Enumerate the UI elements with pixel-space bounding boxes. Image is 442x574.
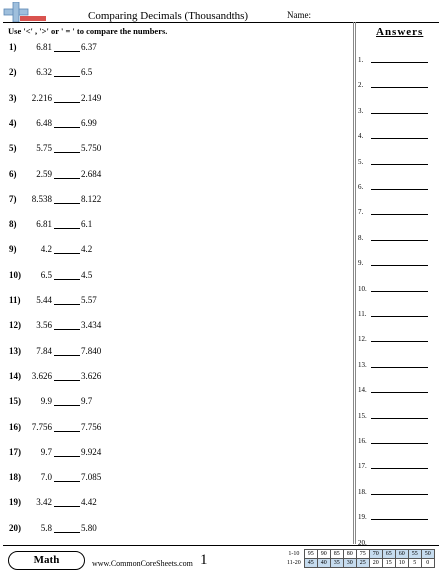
comparison-blank[interactable] [54, 279, 80, 280]
problem-number: 7) [9, 193, 17, 204]
comparison-blank[interactable] [54, 329, 80, 330]
score-row [285, 550, 434, 559]
answer-row [358, 460, 432, 472]
answer-row [358, 511, 432, 523]
problem-number: 6) [9, 168, 17, 179]
comparison-blank[interactable] [54, 481, 80, 482]
answer-line[interactable] [371, 62, 428, 63]
problem-number: 14) [9, 370, 21, 381]
comparison-blank[interactable] [54, 355, 80, 356]
answer-row [358, 435, 432, 447]
right-number: 7.085 [81, 472, 102, 483]
answer-line[interactable] [371, 189, 428, 190]
right-number: 5.57 [81, 295, 97, 305]
answer-row [358, 308, 432, 320]
answer-number: 6. [358, 183, 364, 191]
answer-line[interactable] [371, 316, 428, 317]
problem-number: 4) [9, 117, 17, 128]
left-number: 6.81 [36, 219, 52, 230]
score-cell: 20 [369, 559, 382, 568]
score-range-label: 11-20 [287, 560, 301, 566]
comparison-blank[interactable] [54, 380, 80, 381]
problem-number: 9) [9, 244, 17, 255]
comparison-blank[interactable] [54, 456, 80, 457]
score-cell: 80 [343, 550, 356, 559]
right-number: 5.750 [81, 143, 102, 154]
answer-row [358, 79, 432, 91]
score-cell: 75 [356, 550, 369, 559]
answer-line[interactable] [371, 494, 428, 495]
answer-number: 7. [358, 208, 364, 217]
answer-row [358, 410, 432, 422]
answer-number: 15. [358, 411, 367, 420]
answer-number: 18. [358, 487, 367, 496]
answer-row [358, 384, 432, 396]
comparison-blank[interactable] [54, 51, 80, 52]
left-number: 9.7 [40, 446, 52, 457]
answer-row [358, 257, 432, 269]
problem-number: 18) [9, 472, 21, 483]
answer-row [358, 130, 432, 142]
answer-number: 8. [358, 233, 364, 242]
right-number: 3.434 [81, 320, 102, 331]
left-number: 5.44 [36, 295, 52, 305]
comparison-blank[interactable] [54, 532, 80, 533]
answer-line[interactable] [371, 113, 428, 114]
answer-row [358, 486, 432, 498]
left-number: 6.48 [36, 117, 52, 128]
site-url: www.CommonCoreSheets.com [92, 559, 193, 568]
left-number: 2.59 [36, 168, 52, 179]
answer-line[interactable] [371, 418, 428, 419]
problem-number: 16) [9, 421, 21, 432]
answer-number: 4. [358, 132, 364, 141]
answer-number: 17. [358, 462, 367, 471]
left-number: 2.216 [31, 92, 52, 103]
answer-row [358, 537, 432, 549]
answer-number: 3. [358, 106, 364, 115]
answer-line[interactable] [371, 87, 428, 88]
answer-number: 9. [358, 259, 364, 268]
answer-row [358, 206, 432, 218]
answer-row [358, 283, 432, 295]
answer-line[interactable] [371, 240, 428, 241]
score-cell: 30 [343, 559, 356, 568]
problem-number: 11) [9, 295, 21, 305]
answer-row [358, 54, 432, 66]
score-cell: 85 [330, 550, 343, 559]
answer-number: 16. [358, 437, 367, 445]
footer-divider [3, 545, 439, 546]
right-number: 6.99 [81, 117, 97, 128]
comparison-blank[interactable] [54, 431, 80, 432]
score-cell: 55 [408, 550, 421, 559]
right-number: 7.840 [81, 345, 102, 356]
answer-number: 11. [358, 310, 367, 318]
comparison-blank[interactable] [54, 203, 80, 204]
right-number: 4.5 [81, 269, 93, 280]
score-cell: 95 [304, 550, 317, 559]
right-number: 9.7 [81, 396, 93, 407]
answer-line[interactable] [371, 164, 428, 165]
problem-number: 3) [9, 92, 17, 103]
instructions: Use '<' , '>' or ' = ' to compare the numbers. [8, 26, 168, 36]
answer-line[interactable] [371, 214, 428, 215]
answer-number: 19. [358, 513, 367, 522]
right-number: 6.1 [81, 219, 93, 230]
answer-number: 2. [358, 81, 364, 90]
right-number: 6.5 [81, 67, 93, 78]
right-number: 4.42 [81, 497, 97, 508]
page-number: 1 [200, 552, 208, 568]
answer-line[interactable] [371, 443, 428, 444]
answers-heading: Answers [376, 26, 424, 38]
answer-row [358, 333, 432, 345]
problem-number: 2) [9, 67, 17, 78]
comparison-blank[interactable] [54, 152, 80, 153]
score-cell: 40 [317, 559, 330, 568]
right-number: 2.149 [81, 92, 102, 103]
score-cell: 5 [408, 559, 421, 568]
left-number: 8.538 [31, 193, 52, 204]
score-cell: 0 [421, 559, 434, 568]
right-number: 5.80 [81, 522, 97, 533]
right-number: 7.756 [81, 421, 102, 432]
left-number: 7.0 [40, 472, 52, 483]
right-number: 2.684 [81, 168, 102, 179]
answer-row [358, 232, 432, 244]
answer-line[interactable] [371, 468, 428, 469]
left-number: 5.75 [36, 143, 52, 154]
answer-line[interactable] [371, 519, 428, 520]
comparison-blank[interactable] [54, 178, 80, 179]
problem-number: 20) [9, 522, 21, 533]
score-cell: 45 [304, 559, 317, 568]
right-number: 6.37 [81, 42, 97, 52]
problem-number: 19) [9, 497, 21, 508]
right-number: 3.626 [81, 370, 102, 381]
answer-number: 14. [358, 386, 367, 395]
score-cell: 70 [369, 550, 382, 559]
right-number: 8.122 [81, 193, 102, 204]
problem-number: 13) [9, 345, 21, 356]
answer-number: 5. [358, 157, 364, 166]
score-cell: 90 [317, 550, 330, 559]
score-row [285, 559, 434, 568]
answer-line[interactable] [371, 138, 428, 139]
answer-line[interactable] [371, 392, 428, 393]
left-number: 7.84 [36, 345, 52, 356]
answer-number: 10. [358, 284, 367, 293]
score-cell: 10 [395, 559, 408, 568]
comparison-blank[interactable] [54, 506, 80, 507]
left-number: 9.9 [40, 396, 52, 407]
comparison-blank[interactable] [54, 102, 80, 103]
score-cell: 60 [395, 550, 408, 559]
comparison-blank[interactable] [54, 304, 80, 305]
score-cell: 35 [330, 559, 343, 568]
answer-line[interactable] [371, 265, 428, 266]
score-cell: 15 [382, 559, 395, 568]
left-number: 3.626 [31, 370, 52, 381]
left-number: 6.5 [40, 269, 52, 280]
worksheet-title: Comparing Decimals (Thousandths) [88, 10, 249, 22]
left-number: 4.2 [40, 244, 52, 255]
left-number: 6.32 [36, 67, 52, 78]
answer-line[interactable] [371, 341, 428, 342]
score-cell: 25 [356, 559, 369, 568]
subject-badge: Math [8, 551, 85, 570]
comparison-blank[interactable] [54, 228, 80, 229]
comparison-blank[interactable] [54, 405, 80, 406]
answer-row [358, 359, 432, 371]
problem-number: 5) [9, 143, 17, 154]
answer-row [358, 105, 432, 117]
answer-number: 12. [358, 335, 367, 344]
answer-number: 20. [358, 538, 367, 547]
comparison-blank[interactable] [54, 76, 80, 77]
score-cell: 50 [421, 550, 434, 559]
answer-line[interactable] [371, 291, 428, 292]
score-cell: 65 [382, 550, 395, 559]
problem-number: 15) [9, 396, 21, 407]
left-number: 3.56 [36, 320, 52, 331]
score-table [285, 549, 435, 568]
comparison-blank[interactable] [54, 127, 80, 128]
left-number: 5.8 [40, 522, 52, 533]
answer-number: 1. [358, 56, 364, 64]
left-number: 6.81 [36, 42, 52, 52]
score-range-label: 1-10 [288, 551, 300, 557]
answer-line[interactable] [371, 367, 428, 368]
answer-row [358, 156, 432, 168]
right-number: 9.924 [81, 446, 102, 457]
left-number: 7.756 [31, 421, 52, 432]
problem-number: 17) [9, 446, 21, 457]
answer-row [358, 181, 432, 193]
left-number: 3.42 [36, 497, 52, 508]
comparison-blank[interactable] [54, 253, 80, 254]
problem-number: 12) [9, 320, 21, 331]
answer-number: 13. [358, 360, 367, 369]
right-number: 4.2 [81, 244, 93, 255]
plus-logo-icon [2, 2, 48, 22]
name-label: Name: [287, 10, 311, 20]
problem-number: 8) [9, 219, 17, 230]
problem-number: 10) [9, 269, 21, 280]
problem-number: 1) [9, 42, 17, 52]
